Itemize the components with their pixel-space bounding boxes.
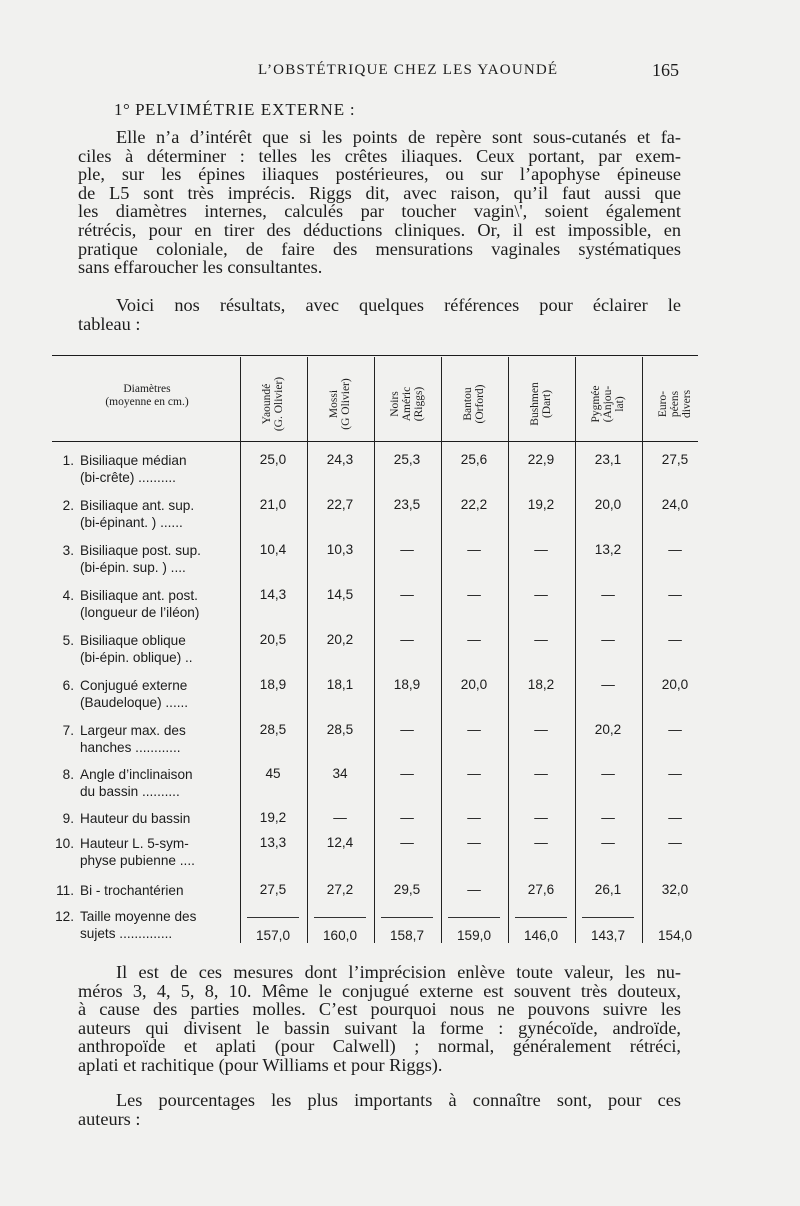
table-cell: 28,5 bbox=[259, 722, 287, 737]
column-divider bbox=[307, 357, 308, 943]
page-number: 165 bbox=[652, 60, 679, 80]
table-cell: 20,5 bbox=[259, 632, 287, 647]
col-header-line: Yaoundé bbox=[261, 383, 273, 425]
table-cell: — bbox=[400, 722, 414, 737]
text-line: tableau : bbox=[78, 313, 141, 334]
table-row-label: 1. Bisiliaque médian (bi-crête) .......... bbox=[62, 453, 187, 485]
col-header-line: Noirs bbox=[389, 391, 401, 417]
col-header-noirs-americ bbox=[377, 369, 437, 439]
table-cell: 20,2 bbox=[594, 722, 622, 737]
table-cell: 10,3 bbox=[326, 542, 354, 557]
column-divider bbox=[575, 357, 576, 943]
table-cell: 22,7 bbox=[326, 497, 354, 512]
table-cell: 12,4 bbox=[326, 835, 354, 850]
table-cell: — bbox=[467, 766, 481, 781]
col-header-line: (Dart) bbox=[541, 389, 553, 419]
col-header-line: (G Olivier) bbox=[340, 378, 352, 430]
table-cell: 10,4 bbox=[259, 542, 287, 557]
text-line: les diamètres internes, calculés par toucher vagin\', soient également bbox=[78, 201, 681, 222]
text-line: Elle n’a d’intérêt que si les points de repère sont sous-cutanés et fa- bbox=[116, 127, 681, 147]
col-header-line: (Riggs) bbox=[413, 386, 425, 422]
table-cell: — bbox=[668, 835, 682, 850]
table-row-label: 8. Angle d’inclinaison du bassin .......... bbox=[62, 767, 193, 799]
col-header-line: divers bbox=[681, 389, 693, 419]
table-cell: — bbox=[534, 766, 548, 781]
col-header-line: Mossi bbox=[328, 389, 340, 419]
table-cell: 25,0 bbox=[259, 452, 287, 467]
table-cell: 157,0 bbox=[255, 928, 291, 943]
text-line: auteurs qui divisent le bassin suivant la forme : gynécoïde, androïde, bbox=[78, 1017, 681, 1038]
table-cell: 19,2 bbox=[527, 497, 555, 512]
table-cell: — bbox=[400, 542, 414, 557]
table-cell: 21,0 bbox=[259, 497, 287, 512]
table-cell: — bbox=[467, 542, 481, 557]
column-divider bbox=[240, 357, 241, 943]
col-header-line: Bantou bbox=[462, 387, 474, 421]
table-cell: — bbox=[534, 632, 548, 647]
col-header-bantou bbox=[444, 369, 504, 439]
table-cell: 23,5 bbox=[393, 497, 421, 512]
column-divider bbox=[374, 357, 375, 943]
col-header-line: lat) bbox=[614, 396, 626, 412]
table-cell: — bbox=[668, 766, 682, 781]
table-cell: 24,3 bbox=[326, 452, 354, 467]
table-cell: 34 bbox=[332, 766, 348, 781]
table-cell: 24,0 bbox=[661, 497, 689, 512]
table-header-rule bbox=[52, 441, 698, 442]
text-line: anthropoïde et aplati (pour Calwell) ; normal, généralement rétréci, bbox=[78, 1036, 681, 1057]
table-cell: — bbox=[467, 632, 481, 647]
col-header-yaounde bbox=[243, 369, 303, 439]
section-title-rest: ELVIMÉTRIE EXTERNE bbox=[145, 100, 346, 119]
table-cell: — bbox=[467, 722, 481, 737]
table-cell: — bbox=[534, 722, 548, 737]
section-title bbox=[114, 100, 355, 120]
table-cell: 18,2 bbox=[527, 677, 555, 692]
col-header-pygmee bbox=[578, 369, 638, 439]
paragraph-percentages bbox=[78, 1091, 681, 1128]
paragraph-results-intro bbox=[78, 296, 681, 333]
table-cell: — bbox=[534, 810, 548, 825]
table-cell: — bbox=[467, 587, 481, 602]
table-cell: — bbox=[601, 587, 615, 602]
table-cell: 20,0 bbox=[661, 677, 689, 692]
total-rule bbox=[582, 917, 634, 918]
table-cell: 14,3 bbox=[259, 587, 287, 602]
table-cell: 13,2 bbox=[594, 542, 622, 557]
table-cell: 14,5 bbox=[326, 587, 354, 602]
table-cell: 27,5 bbox=[259, 882, 287, 897]
table-cell: — bbox=[400, 766, 414, 781]
table-cell: 18,1 bbox=[326, 677, 354, 692]
table-cell: — bbox=[668, 810, 682, 825]
total-rule bbox=[515, 917, 567, 918]
total-rule bbox=[381, 917, 433, 918]
table-cell: — bbox=[400, 632, 414, 647]
table-cell: 29,5 bbox=[393, 882, 421, 897]
col-header-line: péens bbox=[669, 390, 681, 418]
section-number: 1° bbox=[114, 100, 131, 119]
col-header-line: Améric bbox=[401, 386, 413, 422]
column-divider bbox=[508, 357, 509, 943]
col-header-mossi bbox=[310, 369, 370, 439]
table-row-label: 12. Taille moyenne des sujets .............. bbox=[55, 909, 197, 941]
table-cell: — bbox=[467, 835, 481, 850]
table-row-label: 2. Bisiliaque ant. sup. (bi-épinant. ) ...... bbox=[62, 498, 195, 530]
table-row-label: 9. Hauteur du bassin bbox=[62, 811, 191, 826]
table-cell: — bbox=[668, 542, 682, 557]
table-cell: — bbox=[668, 587, 682, 602]
table-cell: — bbox=[601, 810, 615, 825]
table-cell: 20,2 bbox=[326, 632, 354, 647]
table-cell: — bbox=[534, 542, 548, 557]
col-header-line: Bushmen bbox=[529, 382, 541, 426]
table-cell: — bbox=[333, 810, 347, 825]
text-line: pratique coloniale, de faire des mensurations vaginales systématiques bbox=[78, 238, 681, 259]
paragraph-discussion bbox=[78, 963, 681, 1075]
section-title-lead: P bbox=[135, 100, 146, 119]
table-cell: 27,6 bbox=[527, 882, 555, 897]
table-cell: — bbox=[467, 810, 481, 825]
text-line: à cause des parties molles. C’est pourquoi nous ne pouvons suivre les bbox=[78, 999, 681, 1020]
text-line: auteurs : bbox=[78, 1108, 141, 1129]
text-line: Les pourcentages les plus importants à connaître sont, pour ces bbox=[116, 1090, 681, 1110]
text-line: ciles à déterminer : telles les crêtes iliaques. Ceux portant, par exem- bbox=[78, 145, 681, 166]
table-cell: 159,0 bbox=[456, 928, 492, 943]
table-cell: 32,0 bbox=[661, 882, 689, 897]
table-cell: 25,6 bbox=[460, 452, 488, 467]
text-line: rétrécis, pour en tirer des déductions cliniques. Or, il est impossible, en bbox=[78, 219, 681, 240]
table-top-rule bbox=[52, 355, 698, 356]
table-cell: 154,0 bbox=[657, 928, 693, 943]
total-rule bbox=[448, 917, 500, 918]
table-row-label: 5. Bisiliaque oblique (bi-épin. oblique) .. bbox=[62, 633, 193, 665]
table-cell: 146,0 bbox=[523, 928, 559, 943]
table-cell: 22,9 bbox=[527, 452, 555, 467]
table-cell: 19,2 bbox=[259, 810, 287, 825]
table-cell: 20,0 bbox=[594, 497, 622, 512]
table-cell: 22,2 bbox=[460, 497, 488, 512]
table-cell: 143,7 bbox=[590, 928, 626, 943]
table-row-label: 4. Bisiliaque ant. post. (longueur de l’iléon) bbox=[62, 588, 200, 620]
text-line: méros 3, 4, 5, 8, 10. Même le conjugué externe est souvent très douteux, bbox=[78, 980, 681, 1001]
table-row-label: 6. Conjugué externe (Baudeloque) ...... bbox=[62, 678, 189, 710]
table-cell: 27,2 bbox=[326, 882, 354, 897]
table-cell: — bbox=[601, 766, 615, 781]
running-title: L’OBSTÉTRIQUE CHEZ LES YAOUNDÉ bbox=[258, 62, 559, 78]
column-divider bbox=[642, 357, 643, 943]
table-cell: 23,1 bbox=[594, 452, 622, 467]
col-header-line: (Anjou- bbox=[602, 385, 614, 423]
table-row-label: 11. Bi - trochantérien bbox=[56, 883, 184, 898]
diameter-header-line: (moyenne en cm.) bbox=[105, 396, 189, 408]
table-cell: 28,5 bbox=[326, 722, 354, 737]
table-cell: — bbox=[601, 677, 615, 692]
table-cell: 45 bbox=[265, 766, 281, 781]
table-cell: 13,3 bbox=[259, 835, 287, 850]
table-cell: 20,0 bbox=[460, 677, 488, 692]
table-cell: 25,3 bbox=[393, 452, 421, 467]
table-cell: 18,9 bbox=[393, 677, 421, 692]
col-header-line: (Orford) bbox=[474, 384, 486, 424]
text-line: Voici nos résultats, avec quelques références pour éclairer le bbox=[116, 295, 681, 315]
col-header-bushmen bbox=[511, 369, 571, 439]
col-header-europeens bbox=[645, 369, 705, 439]
text-line: aplati et rachitique (pour Williams et pour Riggs). bbox=[78, 1054, 443, 1075]
section-title-colon: : bbox=[345, 100, 356, 119]
text-line: ple, sur les épines iliaques postérieures, ou sur l’apophyse épineuse bbox=[78, 164, 681, 185]
diameter-header-line: Diamètres bbox=[123, 383, 171, 395]
table-cell: 18,9 bbox=[259, 677, 287, 692]
table-cell: — bbox=[668, 632, 682, 647]
table-cell: — bbox=[601, 835, 615, 850]
diameter-column-header bbox=[62, 383, 232, 409]
table-cell: 27,5 bbox=[661, 452, 689, 467]
col-header-line: Euro- bbox=[657, 390, 669, 418]
total-rule bbox=[247, 917, 299, 918]
total-rule bbox=[314, 917, 366, 918]
paragraph-intro bbox=[78, 128, 681, 277]
table-cell: — bbox=[534, 835, 548, 850]
table-row-label: 10. Hauteur L. 5-sym- physe pubienne .... bbox=[55, 836, 195, 868]
table-cell: — bbox=[400, 587, 414, 602]
column-divider bbox=[441, 357, 442, 943]
table-cell: — bbox=[601, 632, 615, 647]
table-cell: — bbox=[668, 722, 682, 737]
table-cell: — bbox=[534, 587, 548, 602]
table-cell: 160,0 bbox=[322, 928, 358, 943]
text-line: de L5 sont très imprécis. Riggs dit, avec raison, qu’il faut aussi que bbox=[78, 182, 681, 203]
measurements-table bbox=[52, 355, 698, 945]
table-cell: — bbox=[400, 835, 414, 850]
table-row-label: 7. Largeur max. des hanches ............ bbox=[62, 723, 186, 755]
table-cell: 158,7 bbox=[389, 928, 425, 943]
table-row-label: 3. Bisiliaque post. sup. (bi-épin. sup. ) .... bbox=[62, 543, 201, 575]
col-header-line: Pygmée bbox=[590, 385, 602, 423]
table-cell: — bbox=[400, 810, 414, 825]
col-header-line: (G. Olivier) bbox=[273, 376, 285, 432]
text-line: sans effaroucher les consultantes. bbox=[78, 257, 323, 278]
table-cell: 26,1 bbox=[594, 882, 622, 897]
table-cell: — bbox=[467, 882, 481, 897]
text-line: Il est de ces mesures dont l’imprécision enlève toute valeur, les nu- bbox=[116, 962, 681, 982]
